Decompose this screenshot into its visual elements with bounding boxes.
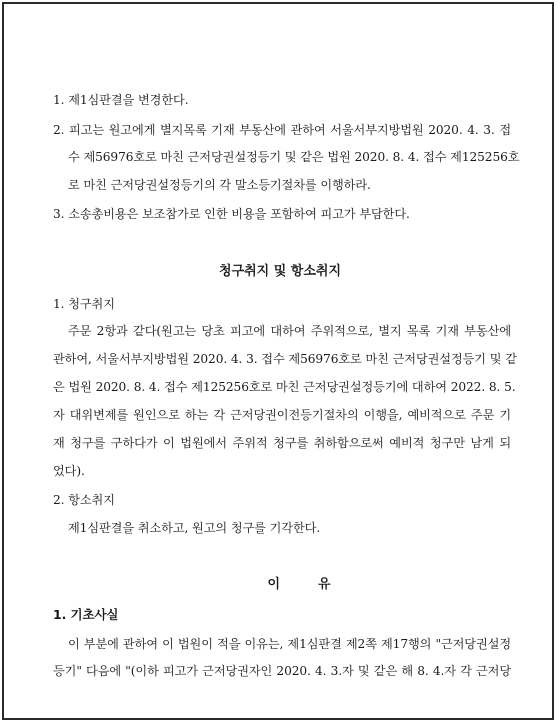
order-item-2-line-3: 로 마친 근저당권설정등기의 각 말소등기절차를 이행하라. — [68, 178, 371, 192]
claim-line-1: 주문 2항과 같다(원고는 당초 피고에 대하여 주위적으로, 별지 목록 기재 부동산에 — [68, 324, 511, 338]
order-item-2-line-2: 수 제56976호로 마친 근저당권설정등기 및 같은 법원 2020. 8. 4. 접수 제125256호 — [68, 150, 520, 164]
claim-line-4: 자 대위변제를 원인으로 하는 각 근저당권이전등기절차의 이행을, 예비적으로 주문 기 — [53, 408, 511, 422]
order-item-3: 3. 소송총비용은 보조참가로 인한 비용을 포함하여 피고가 부담한다. — [53, 207, 410, 221]
reason-line-1: 이 부분에 관하여 이 법원이 적을 이유는, 제1심판결 제2쪽 제17행의 "근저당권설정 — [68, 637, 511, 651]
order-item-2-line-1: 2. 피고는 원고에게 별지목록 기재 부동산에 관하여 서울서부지방법원 2020. 4. 3. 접 — [53, 123, 511, 137]
reason-heading: 이유 — [267, 577, 369, 592]
claim-line-5: 재 청구를 구하다가 이 법원에서 주위적 청구를 취하함으로써 예비적 청구만 남게 되 — [53, 436, 511, 450]
appeal-subheading: 2. 항소취지 — [53, 493, 115, 507]
section-basic-facts: 1. 기초사실 — [53, 607, 119, 622]
claim-line-2: 관하여, 서울서부지방법원 2020. 4. 3. 접수 제56976호로 마친 근저당권설정등기 및 같 — [53, 352, 517, 366]
appeal-text: 제1심판결을 취소하고, 원고의 청구를 기각한다. — [68, 521, 321, 535]
claim-line-6: 었다). — [53, 464, 85, 478]
claim-heading: 청구취지 및 항소취지 — [218, 264, 342, 279]
order-item-1: 1. 제1심판결을 변경한다. — [53, 93, 189, 107]
reason-line-2: 등기" 다음에 "(이하 피고가 근저당권자인 2020. 4. 3.자 및 같은 해 8. 4.자 각 근저당 — [53, 664, 511, 678]
claim-line-3: 은 법원 2020. 8. 4. 접수 제125256호로 마친 근저당권설정등기에 대하여 2022. 8. 5. — [53, 380, 516, 394]
claim-subheading: 1. 청구취지 — [53, 297, 115, 311]
document-page — [2, 2, 554, 720]
